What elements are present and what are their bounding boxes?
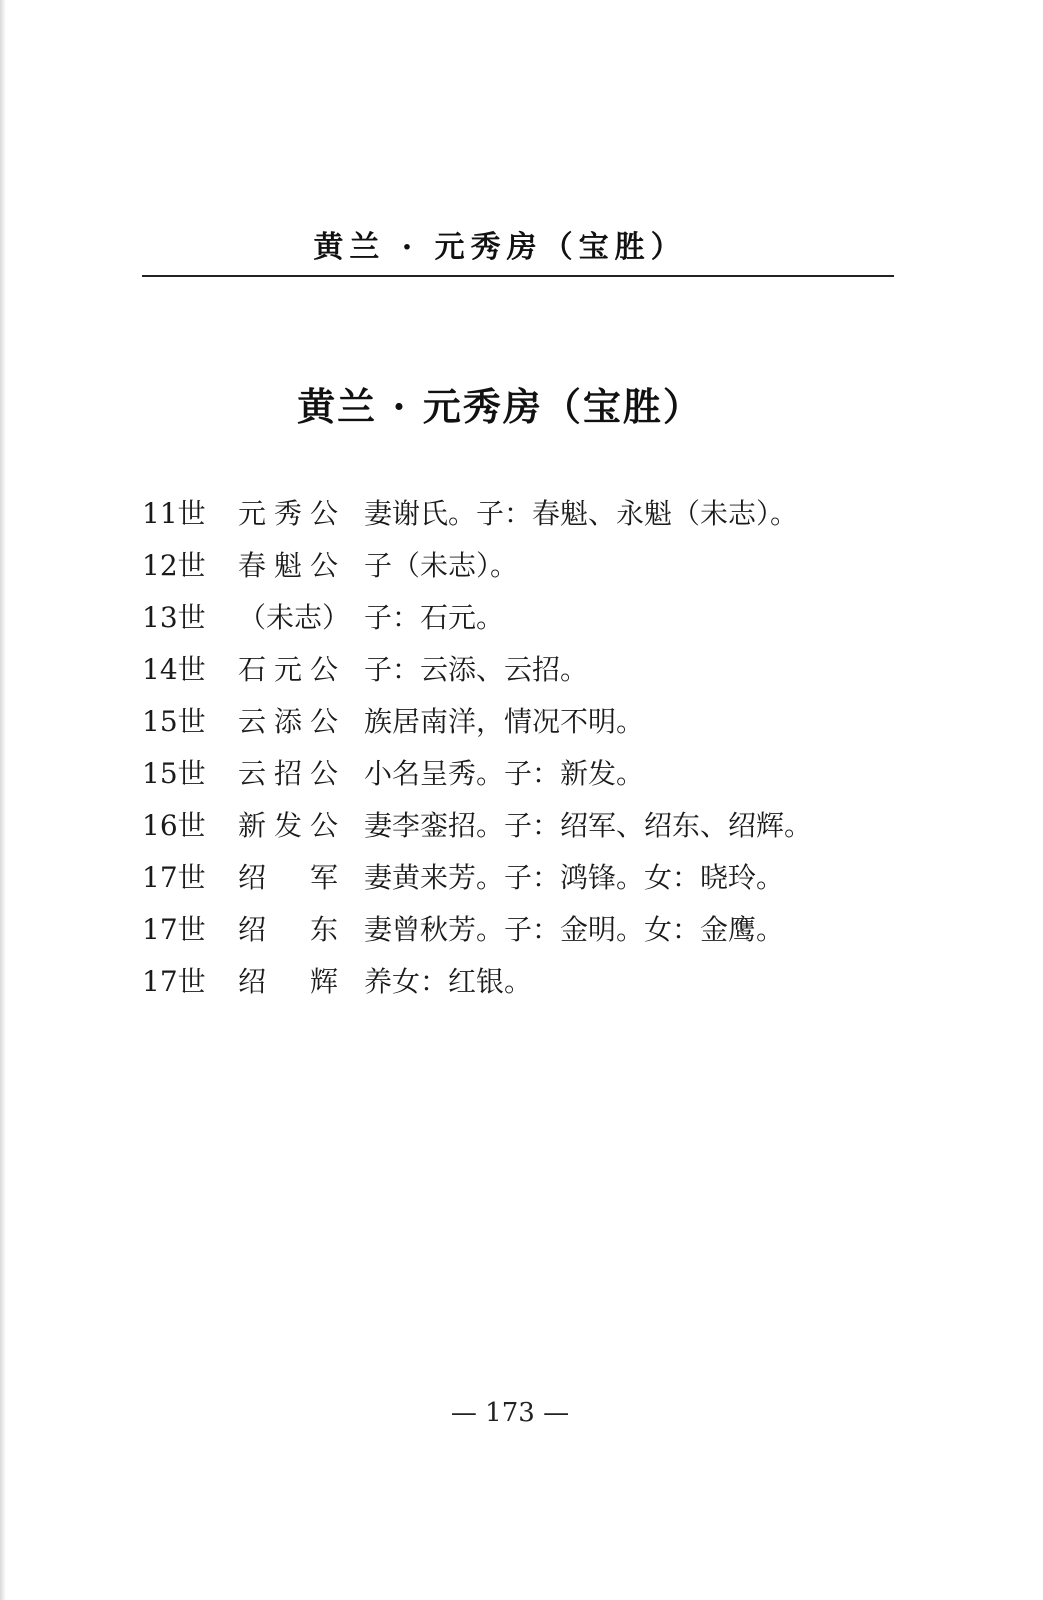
genealogy-entry [142,852,902,904]
person-description: 子：石元。 [364,601,505,634]
person-name: 元秀公 [238,497,338,530]
genealogy-entry [142,748,902,800]
genealogy-entry [142,800,902,852]
person-description: 妻曾秋芳。子：金明。女：金鹰。 [364,913,785,946]
person-name: 绍军 [238,861,338,894]
generation-label: 11世 [142,497,206,530]
person-name: 新发公 [238,809,338,842]
page-number: — 173 — [450,1398,570,1428]
person-name: 云招公 [238,757,338,790]
person-name: （未志） [238,601,351,634]
genealogy-entry [142,904,902,956]
header-rule [142,275,894,277]
person-description: 养女：红银。 [364,965,533,998]
person-name: 春魁公 [238,549,338,582]
person-description: 妻黄来芳。子：鸿锋。女：晓玲。 [364,861,785,894]
generation-label: 14世 [142,653,206,686]
person-name: 绍东 [238,913,338,946]
person-description: 族居南洋，情况不明。 [364,705,645,738]
person-name: 石元公 [238,653,338,686]
person-description: 妻谢氏。子：春魁、永魁（未志）。 [364,497,799,530]
generation-label: 15世 [142,757,206,790]
generation-label: 16世 [142,809,206,842]
generation-label: 17世 [142,861,206,894]
genealogy-entry [142,956,902,1008]
person-description: 妻李銮招。子：绍军、绍东、绍辉。 [364,809,813,842]
genealogy-entry [142,592,902,644]
generation-label: 12世 [142,549,206,582]
generation-label: 13世 [142,601,206,634]
person-description: 小名呈秀。子：新发。 [364,757,645,790]
page-title: 黄兰 · 元秀房（宝胜） [297,384,703,429]
generation-label: 17世 [142,965,206,998]
running-header: 黄兰 · 元秀房（宝胜） [313,230,687,265]
genealogy-entry [142,644,902,696]
person-description: 子：云添、云招。 [364,653,589,686]
genealogy-entry [142,488,902,540]
person-description: 子（未志）。 [364,549,519,582]
genealogy-entry [142,540,902,592]
generation-label: 15世 [142,705,206,738]
generation-label: 17世 [142,913,206,946]
person-name: 云添公 [238,705,338,738]
person-name: 绍辉 [238,965,338,998]
genealogy-entry [142,696,902,748]
genealogy-list [142,488,902,1008]
